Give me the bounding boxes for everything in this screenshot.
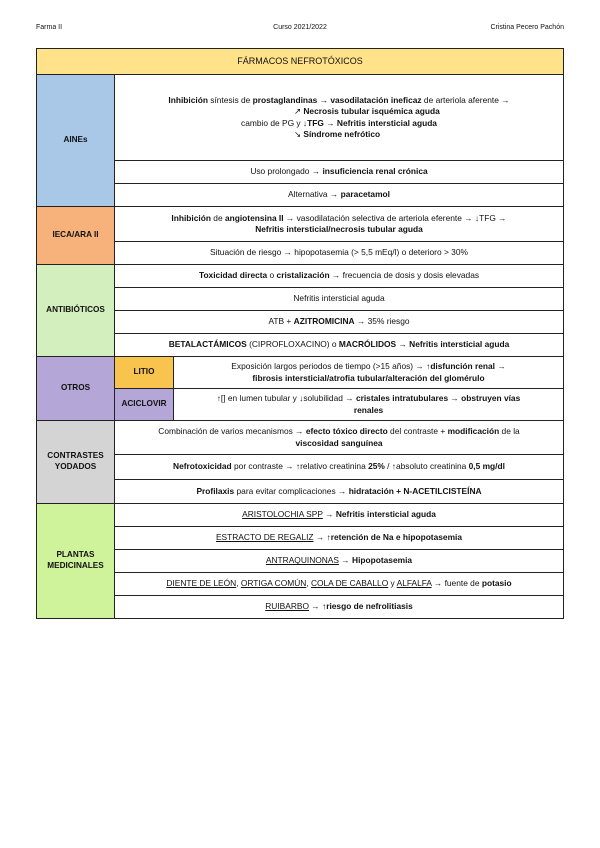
ieca-r2a: Situación de riesgo → hipopotasemia (> 5,5 mEq/l) o deterioro > 30% [210, 247, 468, 258]
cont-r1d: modificación [447, 426, 500, 437]
plantas-ruibarbo [115, 596, 564, 619]
plant-r2b: → ↑ [313, 532, 331, 543]
ab-toxicity [115, 265, 564, 288]
aines-l4a: ↘ [294, 128, 304, 139]
litio-l1a: Exposición largos periodos de tiempo (>15 años) → ↑ [231, 361, 431, 372]
plantas-regaliz [115, 527, 564, 550]
header-author: Cristina Pecero Pachón [490, 24, 564, 31]
ab-r2a: Nefritis intersticial aguda [293, 293, 385, 304]
aines-alternative [115, 184, 564, 207]
aines-l3c: → [323, 117, 337, 128]
category-plantas: PLANTAS MEDICINALES [37, 504, 115, 619]
aines-l2a: ↗ [294, 106, 304, 117]
plant-r3c: Hipopotasemia [352, 555, 413, 566]
nephrotoxic-drugs-table [36, 48, 564, 619]
ieca-risk [115, 242, 564, 265]
aciclovir-l1c: → [448, 393, 462, 404]
plant-r4b: , [236, 578, 241, 589]
contrastes-nephrotoxicity [115, 455, 564, 480]
ieca-d: → vasodilatación selectiva de arteriola eferente → ↓TFG → [283, 212, 507, 223]
ab-r3b: AZITROMICINA [293, 316, 355, 327]
ab-r4c: MACRÓLIDOS [338, 339, 397, 350]
aciclovir-l2: renales [353, 404, 384, 415]
aines-l3b: TFG [307, 117, 324, 128]
cont-r1e: de la [499, 426, 520, 437]
aines-l1c: prostaglandinas [252, 95, 318, 106]
plant-r4e: COLA DE CABALLO [310, 578, 389, 589]
category-otros: OTROS [37, 357, 115, 421]
ab-r1a: Toxicidad directa [198, 270, 268, 281]
plant-r2c: retención de Na e hipopotasemia [330, 532, 463, 543]
litio-l1c: → [495, 361, 506, 372]
aines-l4b: Síndrome nefrótico [303, 128, 381, 139]
cont-r3b: para evitar complicaciones → [234, 485, 349, 496]
cont-r3a: Profilaxis [196, 485, 235, 496]
litio-description [174, 357, 564, 389]
plant-r4f: y [388, 578, 397, 589]
aines-l3d: Nefritis intersticial aguda [336, 117, 437, 128]
aines-l1e: vasodilatación ineficaz [330, 95, 422, 106]
aciclovir-description [174, 389, 564, 421]
ieca-mechanism [115, 207, 564, 242]
cont-r2b: por contraste → ↑relativo creatinina [231, 461, 369, 472]
table-title: FÁRMACOS NEFROTÓXICOS [37, 49, 564, 75]
category-ieca-ara: IECA/ARA II [37, 207, 115, 265]
ab-r1c: cristalización [276, 270, 330, 281]
plant-r4d: , [306, 578, 311, 589]
category-aines: AINEs [37, 75, 115, 207]
plant-r4h: → fuente de [431, 578, 482, 589]
plant-r5b: → ↑ [308, 601, 327, 612]
aciclovir-l1b: cristales intratubulares [355, 393, 449, 404]
aines-chronic-use [115, 161, 564, 184]
cont-r2a: Nefrotoxicidad [173, 461, 232, 472]
plant-r5a: RUIBARBO [265, 601, 309, 612]
plant-r3a: ANTRAQUINONAS [265, 555, 339, 566]
plantas-aristolochia [115, 504, 564, 527]
ab-r4d: → [396, 339, 410, 350]
aines-l1f: de arteriola aferente → [421, 95, 510, 106]
plant-r4g: ALFALFA [396, 578, 432, 589]
plant-r2a: ESTRACTO DE REGALIZ [215, 532, 314, 543]
header-subject: Farma II [36, 24, 63, 31]
ab-betalactamicos [115, 334, 564, 357]
page-header [36, 24, 564, 36]
plant-r1c: Nefritis intersticial aguda [335, 509, 436, 520]
ab-r4a: BETALACTÁMICOS [168, 339, 247, 350]
plant-r4a: DIENTE DE LEÓN [166, 578, 237, 589]
contrastes-prophylaxis [115, 480, 564, 504]
aines-r2a: Uso prolongado → [250, 166, 323, 177]
aines-l1a: Inhibición [168, 95, 208, 106]
contrastes-mechanism [115, 421, 564, 455]
sub-aciclovir: ACICLOVIR [115, 389, 174, 421]
cont-r2d: / ↑absoluto creatinina [384, 461, 469, 472]
header-course: Curso 2021/2022 [273, 24, 327, 31]
aciclovir-l1a: ↑[] en lumen tubular y ↓solubilidad → [216, 393, 356, 404]
cont-r1a: Combinación de varios mecanismos → [158, 426, 306, 437]
ab-r3c: → 35% riesgo [354, 316, 410, 327]
cont-r2e: 0,5 mg/dl [468, 461, 505, 472]
ab-nephritis [115, 288, 564, 311]
aciclovir-l1d: obstruyen vías [461, 393, 521, 404]
aines-l1d: → [317, 95, 331, 106]
cont-r2c: 25% [368, 461, 385, 472]
cont-r3c: hidratación + N-ACETILCISTEÍNA [348, 485, 482, 496]
litio-l1b: disfunción renal [430, 361, 495, 372]
ab-r4b: (CIPROFLOXACINO) o [246, 339, 339, 350]
ieca-e: Nefritis intersticial/necrosis tubular aguda [255, 224, 423, 234]
category-contrastes: CONTRASTES YODADOS [37, 421, 115, 504]
plant-r1b: → [322, 509, 336, 520]
aines-mechanism [115, 75, 564, 161]
plantas-antraquinonas [115, 550, 564, 573]
cont-r1c: del contraste + [387, 426, 448, 437]
ab-azitromicina [115, 311, 564, 334]
aines-r2b: insuficiencia renal crónica [322, 166, 428, 177]
litio-l2: fibrosis intersticial/atrofia tubular/alteración del glomérulo [252, 372, 485, 383]
aines-r3a: Alternativa → [288, 189, 341, 200]
plant-r3b: → [338, 555, 353, 566]
plantas-potasio [115, 573, 564, 596]
cont-r1f: viscosidad sanguínea [295, 437, 383, 448]
aines-r3b: paracetamol [340, 189, 390, 200]
ab-r1d: → frecuencia de dosis y dosis elevadas [329, 270, 480, 281]
aines-l2b: Necrosis tubular isquémica aguda [303, 106, 440, 117]
cont-r1b: efecto tóxico directo [305, 426, 388, 437]
ab-r1b: o [267, 270, 277, 281]
ab-r4e: Nefritis intersticial aguda [409, 339, 510, 350]
aines-l3a: cambio de PG y ↓ [241, 117, 308, 128]
sub-litio: LITIO [115, 357, 174, 389]
aines-l1b: síntesis de [207, 95, 253, 106]
plant-r5c: riesgo de nefrolitiasis [326, 601, 413, 612]
ieca-b: de [210, 212, 225, 223]
ab-r3a: ATB + [268, 316, 294, 327]
plant-r4c: ORTIGA COMÚN [240, 578, 307, 589]
ieca-c: angiotensina II [224, 212, 284, 223]
category-antibioticos: ANTIBIÓTICOS [37, 265, 115, 357]
plant-r4i: potasio [481, 578, 512, 589]
plant-r1a: ARISTOLOCHIA SPP [242, 509, 323, 520]
ieca-a: Inhibición [171, 212, 211, 223]
